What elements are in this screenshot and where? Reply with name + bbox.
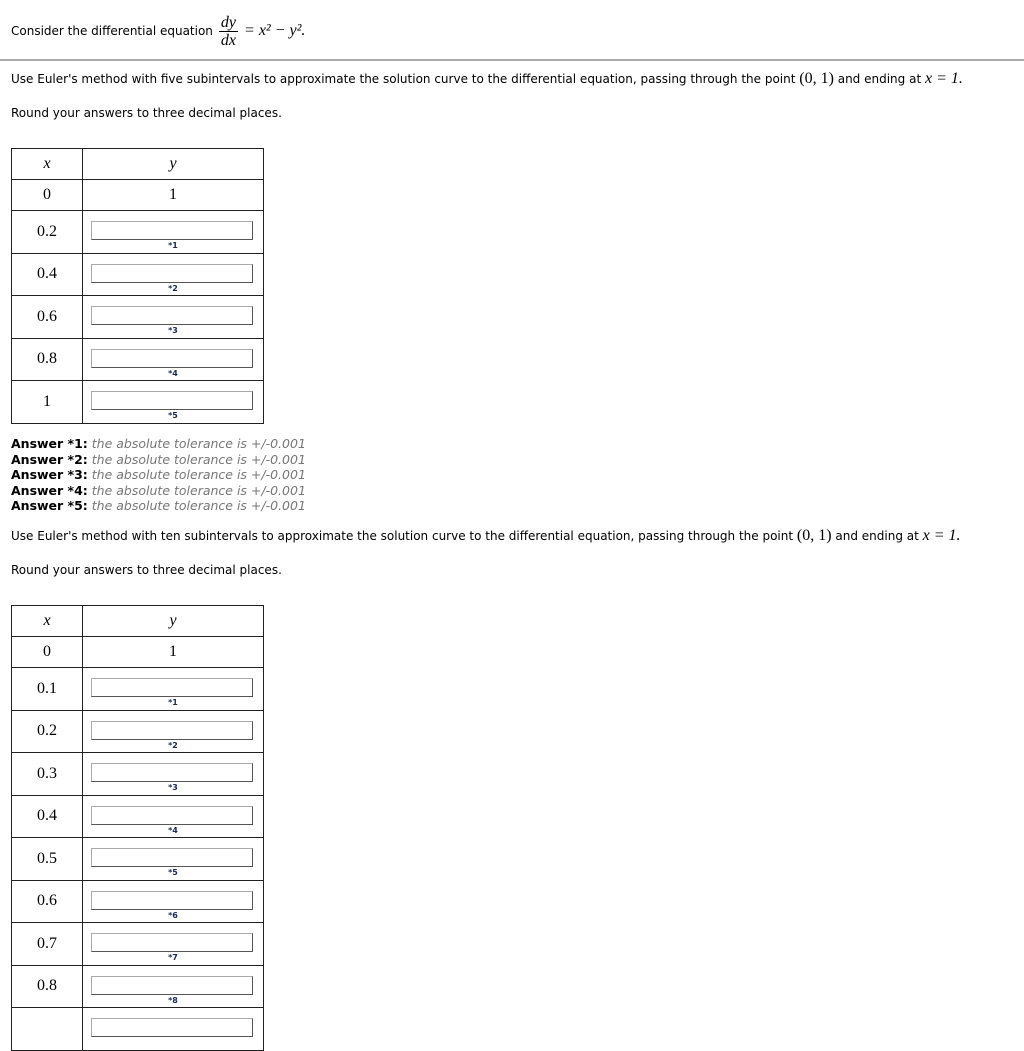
table-header <box>12 606 264 637</box>
tolerance-note: the absolute tolerance is +/-0.001 <box>91 436 306 451</box>
table-row <box>12 795 264 838</box>
part2-round-note: Round your answers to three decimal places. <box>11 563 282 577</box>
y-answer-cell <box>83 838 264 881</box>
table-row <box>12 923 264 966</box>
divider <box>0 59 1024 61</box>
y-answer-cell <box>83 296 264 339</box>
table-row <box>12 880 264 923</box>
answer-label: Answer *5: <box>11 498 88 513</box>
y-answer-input[interactable] <box>91 806 253 825</box>
point: (0, 1) <box>796 527 832 544</box>
table-row <box>12 211 264 254</box>
answer-marker: *2 <box>168 283 178 293</box>
y-answer-input[interactable] <box>91 349 253 368</box>
y-answer-input[interactable] <box>91 891 253 910</box>
y-answer-input[interactable] <box>91 848 253 867</box>
x-value: 0.7 <box>12 923 83 966</box>
header-y: y <box>83 149 264 180</box>
y-answer-cell <box>83 253 264 296</box>
end-x: x = 1. <box>924 70 963 87</box>
tolerance-note: the absolute tolerance is +/-0.001 <box>91 467 306 482</box>
euler-table-ten <box>11 605 264 1051</box>
answer-marker: *8 <box>168 995 178 1005</box>
y-answer-cell <box>83 338 264 381</box>
answer-tolerance-line <box>11 483 306 499</box>
x-value: 0.2 <box>12 710 83 753</box>
x-value: 1 <box>12 381 83 424</box>
answer-label: Answer *1: <box>11 436 88 451</box>
part1-instruction <box>11 70 963 88</box>
euler-table-five <box>11 148 264 424</box>
part2-instruction <box>11 527 961 545</box>
table-row <box>12 838 264 881</box>
x-value: 0.6 <box>12 296 83 339</box>
instruction-text: Use Euler's method with ten subintervals to approximate the solution curve to the differential equation, passing through the point <box>11 529 797 543</box>
answer-marker: *3 <box>168 326 178 335</box>
equation-rhs: = x² − y². <box>244 22 306 39</box>
table-row-initial <box>12 180 264 211</box>
table-row <box>12 753 264 796</box>
table-row <box>12 710 264 753</box>
answer-tolerance-line <box>11 436 306 452</box>
x-value: 0.8 <box>12 965 83 1008</box>
point: (0, 1) <box>799 70 834 87</box>
x-value <box>12 1008 83 1051</box>
x-value: 0.4 <box>12 795 83 838</box>
answer-label: Answer *4: <box>11 482 88 498</box>
x-value: 0.2 <box>12 211 83 254</box>
y-answer-cell <box>83 965 264 1008</box>
instruction-text-end: and ending at <box>831 529 923 543</box>
tolerance-note: the absolute tolerance is +/-0.001 <box>91 451 306 467</box>
tolerance-note: the absolute tolerance is +/-0.001 <box>91 498 306 513</box>
answer-marker: *4 <box>168 825 178 835</box>
y-value: 1 <box>83 637 264 668</box>
answer-marker: *4 <box>168 368 178 378</box>
y-answer-cell <box>83 923 264 966</box>
y-answer-cell <box>83 753 264 796</box>
x-value: 0.8 <box>12 338 83 381</box>
y-answer-cell <box>83 668 264 711</box>
answer-marker: *5 <box>168 411 178 420</box>
table-header <box>12 149 264 180</box>
answer-tolerances <box>11 436 306 514</box>
answer-marker: *1 <box>168 241 178 250</box>
table-row <box>12 338 264 381</box>
y-answer-input[interactable] <box>91 678 253 697</box>
y-answer-cell <box>83 1008 264 1051</box>
header-y: y <box>83 606 264 637</box>
y-answer-cell <box>83 880 264 923</box>
table-row <box>12 253 264 296</box>
y-answer-input[interactable] <box>91 933 253 952</box>
x-value: 0.5 <box>12 838 83 881</box>
table-row-initial <box>12 637 264 668</box>
y-answer-input[interactable] <box>91 264 253 283</box>
y-value: 1 <box>83 180 264 211</box>
intro-text: Consider the differential equation <box>11 24 213 38</box>
fraction-numerator: dy <box>220 13 237 31</box>
y-answer-cell <box>83 795 264 838</box>
table-row <box>12 296 264 339</box>
answer-tolerance-line <box>11 452 306 468</box>
part1-round-note: Round your answers to three decimal places. <box>11 106 282 120</box>
y-answer-input[interactable] <box>91 721 253 740</box>
table-row <box>12 381 264 424</box>
x-value: 0 <box>12 637 83 668</box>
x-value: 0.1 <box>12 668 83 711</box>
end-x: x = 1. <box>922 527 961 544</box>
x-value: 0.6 <box>12 880 83 923</box>
instruction-text: Use Euler's method with five subintervals to approximate the solution curve to the differential equation, passing through the point <box>11 72 800 86</box>
y-answer-input[interactable] <box>91 306 253 325</box>
answer-label: Answer *3: <box>11 467 88 482</box>
table-row <box>12 965 264 1008</box>
y-answer-input[interactable] <box>91 976 253 995</box>
answer-tolerance-line <box>11 498 306 514</box>
derivative-fraction <box>219 14 238 49</box>
y-answer-input[interactable] <box>91 763 253 782</box>
x-value: 0.3 <box>12 753 83 796</box>
answer-marker: *6 <box>168 910 178 920</box>
y-answer-cell <box>83 710 264 753</box>
instruction-text-end: and ending at <box>833 72 925 86</box>
fraction-denominator: dx <box>220 31 237 49</box>
problem-statement <box>11 8 305 54</box>
x-value: 0 <box>12 180 83 211</box>
table-row <box>12 668 264 711</box>
y-answer-cell <box>83 211 264 254</box>
y-answer-input[interactable] <box>91 221 253 240</box>
header-x: x <box>12 149 83 180</box>
x-value: 0.4 <box>12 253 83 296</box>
answer-marker: *7 <box>168 953 178 962</box>
answer-marker: *3 <box>168 783 178 792</box>
answer-marker: *5 <box>168 868 178 877</box>
header-x: x <box>12 606 83 637</box>
y-answer-cell <box>83 381 264 424</box>
answer-label: Answer *2: <box>11 451 88 467</box>
tolerance-note: the absolute tolerance is +/-0.001 <box>91 482 306 498</box>
table-row <box>12 1008 264 1051</box>
answer-marker: *2 <box>168 740 178 750</box>
answer-marker: *1 <box>168 698 178 707</box>
y-answer-input[interactable] <box>91 391 253 410</box>
answer-tolerance-line <box>11 467 306 483</box>
